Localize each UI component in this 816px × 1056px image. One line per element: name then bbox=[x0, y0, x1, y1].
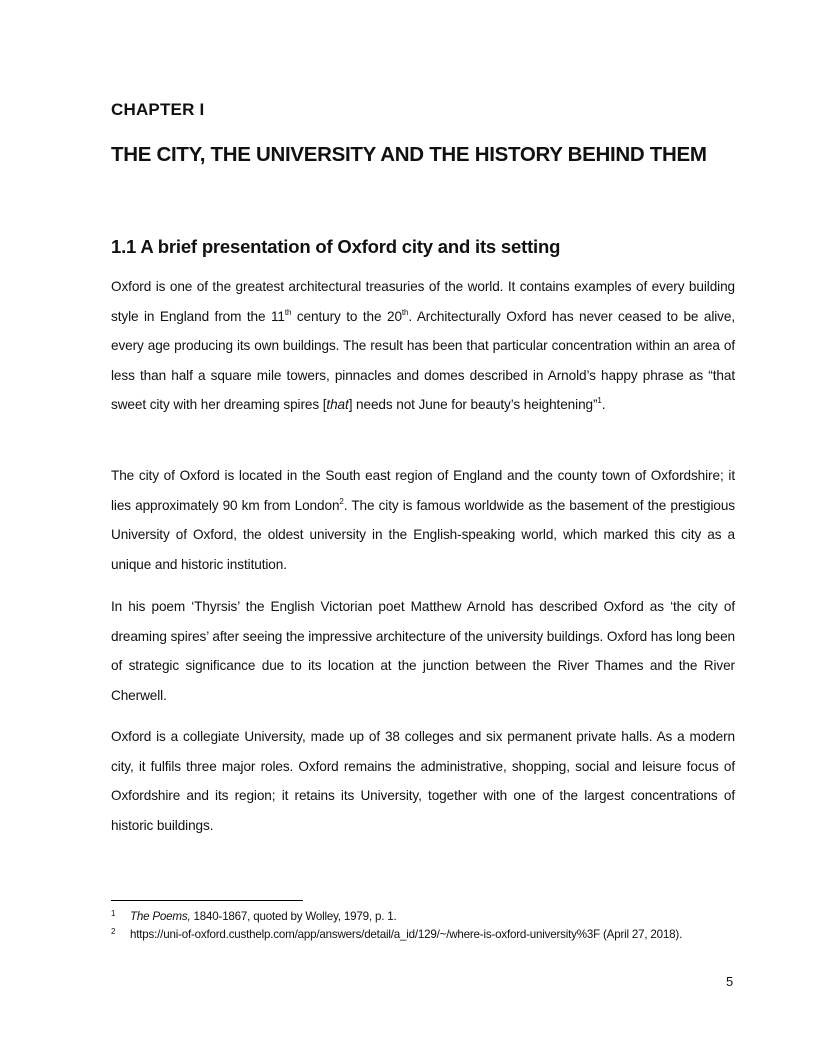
paragraph-2-text-a: The city of Oxford is located in the South east region of England and the county town of Oxfordshire; it lies approximately 90 km from London bbox=[111, 468, 735, 513]
paragraph-2 bbox=[111, 461, 735, 579]
paragraph-1-text-b: century to the 20 bbox=[291, 308, 402, 324]
paragraph-1-text-c: . Architecturally Oxford has never ceased to be alive, every age producing its own buildings. The result has been that particular concentration within an area of less than half a square mile towers, pinnacles and domes described in Arnold’s happy phrase as “that sweet city with her dreaming spires [ bbox=[111, 308, 736, 412]
superscript-th: th bbox=[284, 307, 292, 317]
footnote-ref-2[interactable]: 2 bbox=[339, 496, 344, 506]
footnote-number: 1 bbox=[111, 909, 116, 918]
footnote-link[interactable]: https://uni-of-oxford.custhelp.com/app/answers/detail/a_id/129/~/where-is-oxford-university%3F (April 27, 2018). bbox=[130, 928, 683, 941]
paragraph-3: In his poem ‘Thyrsis’ the English Victorian poet Matthew Arnold has described Oxford as ‘the city of dreaming spires’ after seeing the impressive architecture of the university buildings. Oxford has long been of strategic significance due to its location at the junction between the River Thames and the River Cherwell. bbox=[111, 599, 735, 703]
chapter-title: THE CITY, THE UNIVERSITY AND THE HISTORY BEHIND THEM bbox=[111, 143, 707, 166]
footnote-number: 2 bbox=[111, 927, 116, 936]
footnote-ref-1[interactable]: 1 bbox=[597, 396, 602, 405]
section-heading: 1.1 A brief presentation of Oxford city and its setting bbox=[111, 236, 561, 257]
paragraph-1-text-d: ] needs not June for beauty’s heightening” bbox=[348, 397, 598, 412]
footnote-1-text: 1840-1867, quoted by Wolley, 1979, p. 1. bbox=[190, 910, 397, 923]
footnote-text bbox=[130, 909, 735, 926]
paragraph-4: Oxford is a collegiate University, made up of 38 colleges and six permanent private halls. As a modern city, it fulfils three major roles. Oxford remains the administrative, shopping, social and leisure focus of Oxfordshire and its region; it retains its University, together with one of the largest concentrations of historic buildings. bbox=[111, 729, 735, 833]
paragraph-2-text-b: . The city is famous worldwide as the basement of the prestigious University of Oxford, the oldest university in the English-speaking world, which marked this city as a unique and historic institution. bbox=[111, 497, 735, 572]
paragraph-1-text-a: Oxford is one of the greatest architectural treasuries of the world. It contains examples of every building style in England from the 11 bbox=[111, 279, 735, 324]
paragraph-1-italic: that bbox=[326, 397, 349, 412]
superscript-th: th bbox=[401, 307, 409, 317]
paragraph-1-end: . bbox=[601, 397, 606, 412]
paragraph-1 bbox=[111, 272, 735, 420]
footnote-1-italic: The Poems, bbox=[130, 910, 191, 923]
chapter-label: CHAPTER I bbox=[111, 100, 205, 119]
footnote-separator bbox=[111, 900, 303, 901]
footnote-2 bbox=[111, 927, 735, 944]
page-number: 5 bbox=[726, 974, 734, 989]
footnote-1 bbox=[111, 909, 735, 926]
